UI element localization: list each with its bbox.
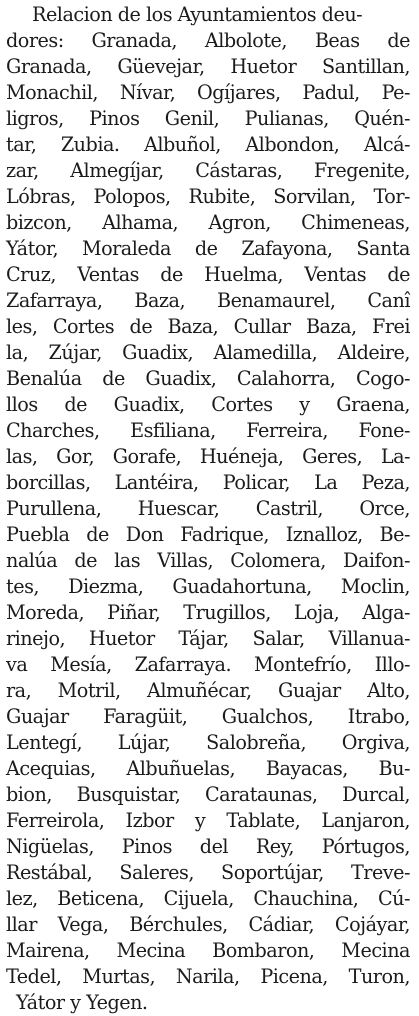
text-line-37: Mairena, Mecina Bombaron, Mecina [6,939,410,962]
text-line-32: Ferreirola, Izbor y Tablate, Lanjaron, [6,809,410,832]
text-line-29: Lentegí, Lújar, Salobreña, Orgiva, [6,731,410,754]
text-line-31: bion, Busquistar, Carataunas, Durcal, [6,783,410,806]
text-line-35: lez, Beticena, Cijuela, Chauchina, Cú- [6,887,410,910]
text-line-1: Relacion de los Ayuntamientos deu- [32,3,363,26]
text-line-13: les, Cortes de Baza, Cullar Baza, Frei [6,315,410,338]
text-line-19: borcillas, Lantéira, Policar, La Peza, [6,471,410,494]
text-line-30: Acequias, Albuñuelas, Bayacas, Bu- [6,757,410,780]
text-line-2: dores: Granada, Albolote, Beas de [6,29,410,52]
text-line-20: Purullena, Huescar, Castril, Orce, [6,497,410,520]
text-line-33: Nigüelas, Pinos del Rey, Pórtugos, [6,835,410,858]
text-line-6: tar, Zubia. Albuñol, Albondon, Alcá- [6,133,410,156]
text-line-27: ra, Motril, Almuñécar, Guajar Alto, [6,679,410,702]
text-line-23: tes, Diezma, Guadahortuna, Moclin, [6,575,410,598]
text-line-28: Guajar Faragüit, Gualchos, Itrabo, [6,705,410,728]
text-line-34: Restábal, Saleres, Soportújar, Treve- [6,861,410,884]
text-line-9: bizcon, Alhama, Agron, Chimeneas, [6,211,410,234]
text-line-26: va Mesía, Zafarraya. Montefrío, Illo- [6,653,410,676]
text-line-39: Yátor y Yegen. [16,991,148,1014]
text-line-15: Benalúa de Guadix, Calahorra, Cogo- [6,367,410,390]
text-line-10: Yátor, Moraleda de Zafayona, Santa [6,237,410,260]
text-line-22: nalúa de las Villas, Colomera, Daifon- [6,549,410,572]
text-line-24: Moreda, Piñar, Trugillos, Loja, Alga- [6,601,410,624]
text-line-3: Granada, Güevejar, Huetor Santillan, [6,55,410,78]
text-line-38: Tedel, Murtas, Narila, Picena, Turon, [6,965,410,988]
text-line-11: Cruz, Ventas de Huelma, Ventas de [6,263,410,286]
text-line-25: rinejo, Huetor Tájar, Salar, Villanua- [6,627,410,650]
text-line-7: zar, Almegíjar, Cástaras, Fregenite, [6,159,410,182]
text-line-18: las, Gor, Gorafe, Huéneja, Geres, La- [6,445,410,468]
text-line-4: Monachil, Nívar, Ogíjares, Padul, Pe- [6,81,410,104]
text-line-17: Charches, Esfiliana, Ferreira, Fone- [6,419,410,442]
text-line-36: llar Vega, Bérchules, Cádiar, Cojáyar, [6,913,410,936]
text-line-16: llos de Guadix, Cortes y Graena, [6,393,410,416]
text-line-12: Zafarraya, Baza, Benamaurel, Canî [6,289,410,312]
text-line-14: la, Zújar, Guadix, Alamedilla, Aldeire, [6,341,410,364]
text-line-21: Puebla de Don Fadrique, Iznalloz, Be- [6,523,410,546]
text-line-5: ligros, Pinos Genil, Pulianas, Quén- [6,107,410,130]
text-line-8: Lóbras, Polopos, Rubite, Sorvilan, Tor- [6,185,410,208]
